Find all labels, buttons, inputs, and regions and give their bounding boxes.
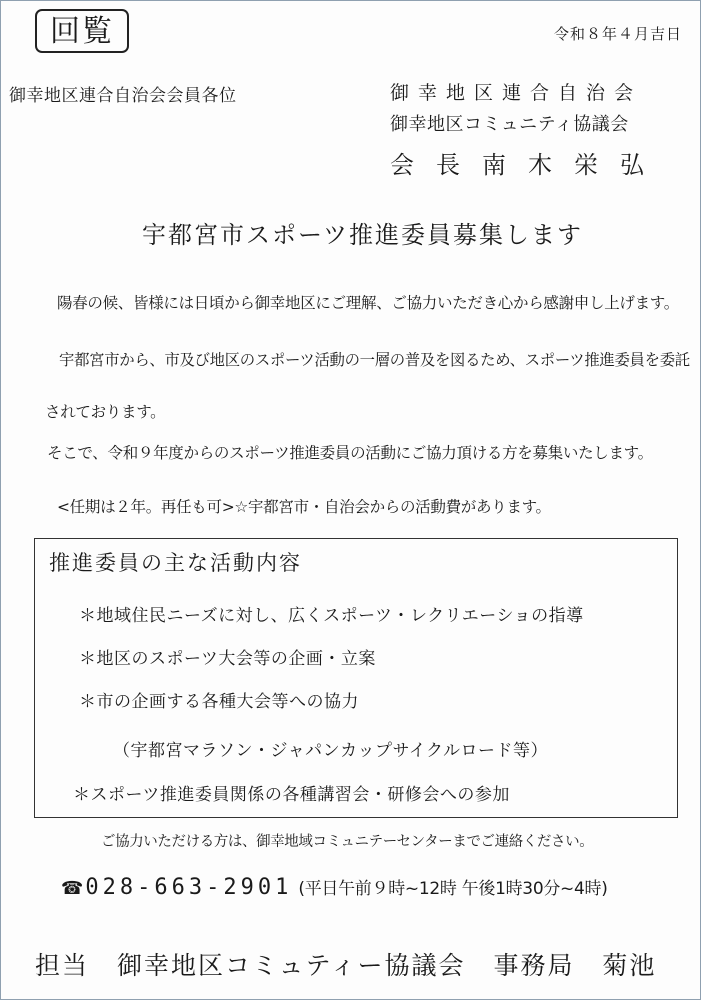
footer-role: 担当: [35, 951, 90, 980]
intro-paragraph-line1: 宇都宮市から、市及び地区のスポーツ活動の一層の普及を図るため、スポーツ推進委員を委託: [59, 351, 690, 369]
office-hours: (平日午前９時~12時 午後1時30分~4時): [298, 879, 608, 899]
footer-contact: [35, 946, 674, 982]
sender-org-council: 御幸地区コミュニティ協議会: [390, 114, 629, 135]
notice-title: 宇都宮市スポーツ推進委員募集します: [141, 221, 584, 249]
recruit-paragraph: そこで、令和９年度からのスポーツ推進委員の活動にご協力頂ける方を募集いたします。: [47, 444, 653, 462]
greeting-paragraph: 陽春の候、皆様には日頃から御幸地区にご理解、ご協力いただき心から感謝申し上げます。: [57, 294, 679, 312]
footer-office: 事務局: [493, 951, 575, 980]
phone-line: [61, 874, 608, 900]
term-paragraph: <任期は２年。再任も可>☆宇都宮市・自治会からの活動費があります。: [57, 498, 551, 516]
activity-item-detail: （宇都宮マラソン・ジャパンカップサイクルロード等）: [113, 741, 548, 761]
sender-president: 会長南木栄弘: [390, 151, 666, 179]
activity-item: ＊市の企画する各種大会等への協力: [79, 692, 359, 712]
footer-name: 菊池: [602, 951, 657, 980]
activities-heading: 推進委員の主な活動内容: [49, 551, 302, 575]
phone-icon: ☎: [61, 878, 84, 899]
activity-item: ＊地域住民ニーズに対し、広くスポーツ・レクリエーショの指導: [79, 606, 584, 626]
activities-box: [34, 538, 678, 818]
issue-date: 令和８年４月吉日: [553, 25, 682, 43]
activity-item: ＊地区のスポーツ大会等の企画・立案: [79, 649, 376, 669]
sender-block: [390, 77, 682, 187]
footer-org: 御幸地区コミュティー協議会: [116, 951, 466, 980]
contact-note: ご協力いただける方は、御幸地域コミュニテーセンターまでご連絡ください。: [101, 834, 594, 850]
sender-org-association: 御幸地区連合自治会: [390, 82, 643, 104]
phone-number: 028-663-2901: [85, 875, 293, 900]
intro-paragraph-line2: されております。: [45, 403, 166, 421]
addressee: 御幸地区連合自治会会員各位: [9, 86, 237, 106]
activity-item: ＊スポーツ推進委員関係の各種講習会・研修会への参加: [73, 785, 510, 805]
circulation-stamp: 回覧: [35, 9, 129, 53]
